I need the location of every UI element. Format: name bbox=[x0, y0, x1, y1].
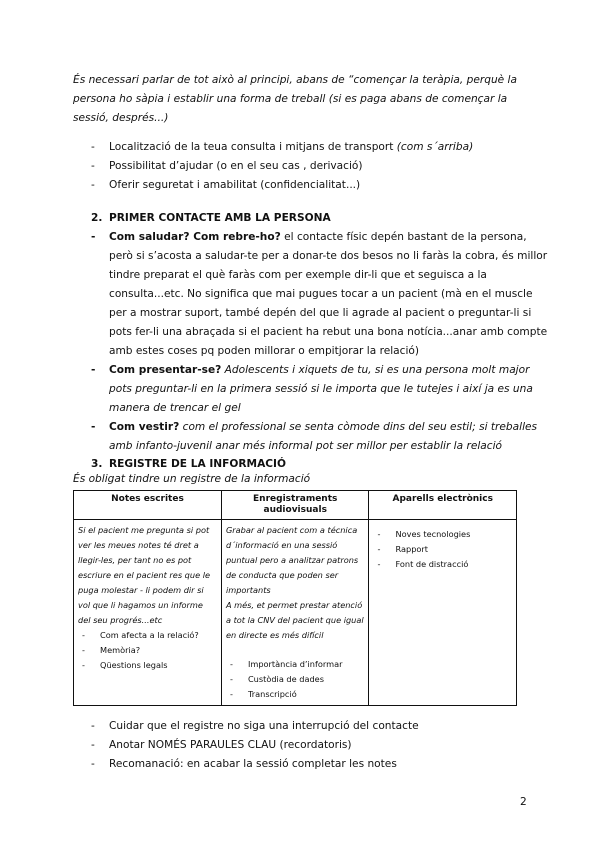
list-item-text: Possibilitat d’ajudar (o en el seu cas , derivació) bbox=[109, 160, 363, 172]
list-item-text: Cuidar que el registre no siga una interrupció del contacte bbox=[109, 720, 419, 732]
table-cell-audiovisual bbox=[221, 520, 369, 706]
list-item: - Custòdia de dades bbox=[229, 674, 324, 684]
list-item: - Possibilitat d’ajudar (o en el seu cas , derivació) bbox=[91, 160, 363, 172]
dash: - bbox=[91, 231, 96, 243]
page-number: 2 bbox=[520, 796, 527, 808]
list-item: - Memòria? bbox=[82, 645, 141, 655]
list-item: - Font de distracció bbox=[377, 559, 469, 569]
cell-text: Grabar al pacient com a técnica d´informació en una sessió puntual pero a analitzar patrons de conducta que poden ser importants A més, et permet prestar atenció a tot la CNV del pacient que igual en directe es més difícil bbox=[225, 525, 364, 640]
list-item: - Recomanació: en acabar la sessió completar les notes bbox=[91, 758, 397, 770]
list-item: - Importància d’informar bbox=[229, 659, 343, 669]
table-row bbox=[74, 520, 517, 706]
dash: - bbox=[91, 421, 96, 433]
table-header: Enregistraments audiovisuals bbox=[221, 491, 369, 520]
section-number: 3. bbox=[91, 458, 103, 470]
list-item: - Anotar NOMÉS PARAULES CLAU (recordatoris) bbox=[91, 739, 352, 751]
list-item: - Cuidar que el registre no siga una interrupció del contacte bbox=[91, 720, 419, 732]
list-item: - Rapport bbox=[377, 544, 428, 554]
list-item: - Oferir seguretat i amabilitat (confidencialitat...) bbox=[91, 179, 361, 191]
list-item-text: Recomanació: en acabar la sessió completar les notes bbox=[109, 758, 397, 770]
list-item: - Localització de la teua consulta i mitjans de transport (com s´arriba) bbox=[91, 141, 474, 153]
register-table bbox=[73, 490, 517, 706]
question-label: Com saludar? Com rebre-ho? bbox=[109, 231, 281, 243]
list-item: - Transcripció bbox=[229, 689, 297, 699]
list-item-text: Localització de la teua consulta i mitjans de transport bbox=[109, 141, 397, 153]
table-cell-notes bbox=[74, 520, 222, 706]
closing-list bbox=[91, 717, 551, 774]
question-label: Com presentar-se? bbox=[109, 364, 222, 376]
section-2-heading bbox=[91, 209, 331, 228]
cell-list bbox=[373, 527, 512, 572]
section-3-subtitle: És obligat tindre un registre de la informació bbox=[73, 473, 311, 485]
cell-list bbox=[78, 628, 217, 673]
list-item: - Noves tecnologies bbox=[377, 529, 471, 539]
answer-text: Adolescents i xiquets de tu, si es una persona molt major pots preguntar-li en la primera sessió si le importa que le tutejes i així ja es una manera de trencar el gel bbox=[109, 364, 533, 414]
dash: - bbox=[91, 364, 96, 376]
section-title: REGISTRE DE LA INFORMACIÓ bbox=[109, 458, 286, 470]
table-header: Aparells electrònics bbox=[369, 491, 517, 520]
table-cell-electronic bbox=[369, 520, 517, 706]
cell-text: Si el pacient me pregunta si pot ver les meues notes té dret a llegir-les, per tant no es pot escriure en el pacient res que le puga molestar - li podem dir si vol que li hagamos un informe del seu progrés...etc bbox=[78, 525, 211, 625]
list-item: - Qüestions legals bbox=[82, 660, 168, 670]
list-item bbox=[91, 228, 551, 361]
table-header: Notes escrites bbox=[74, 491, 222, 520]
list-item bbox=[91, 361, 551, 418]
section-2-list bbox=[91, 228, 551, 456]
intro-paragraph: És necessari parlar de tot això al principi, abans de “començar la teràpia, perquè la persona ho sàpia i establir una forma de treball (si es paga abans de començar la sessió, després...) bbox=[73, 74, 517, 124]
section-number: 2. bbox=[91, 212, 103, 224]
intro-list bbox=[91, 138, 551, 195]
list-item-text: Anotar NOMÉS PARAULES CLAU (recordatoris) bbox=[109, 739, 352, 751]
list-item bbox=[91, 418, 551, 456]
section-title: PRIMER CONTACTE AMB LA PERSONA bbox=[109, 212, 331, 224]
table-header-row bbox=[74, 491, 517, 520]
list-item: - Com afecta a la relació? bbox=[82, 630, 199, 640]
list-item-italic: (com s´arriba) bbox=[396, 141, 474, 153]
cell-list bbox=[226, 657, 365, 702]
answer-text: com el professional se senta còmode dins del seu estil; si treballes amb infanto-juvenil anar més informal pot ser millor per establir la relació bbox=[109, 421, 538, 452]
list-item-text: Oferir seguretat i amabilitat (confidencialitat...) bbox=[109, 179, 361, 191]
answer-text: el contacte físic depén bastant de la persona, però si s’acosta a saludar-te per a donar-te dos besos no li faràs la cobra, és millor tindre preparat el què faràs com per exemple dir-li que et seguisca a la consulta...etc. No significa que mai pugues tocar a un pacient (mà en el muscle per a mostrar suport, també depén del que li agrade al pacient o preguntar-li si pots fer-li una abraçada si el pacient ha rebut una bona notícia...anar amb compte amb estes coses pq poden millorar o empitjorar la relació) bbox=[109, 231, 548, 357]
question-label: Com vestir? bbox=[109, 421, 180, 433]
